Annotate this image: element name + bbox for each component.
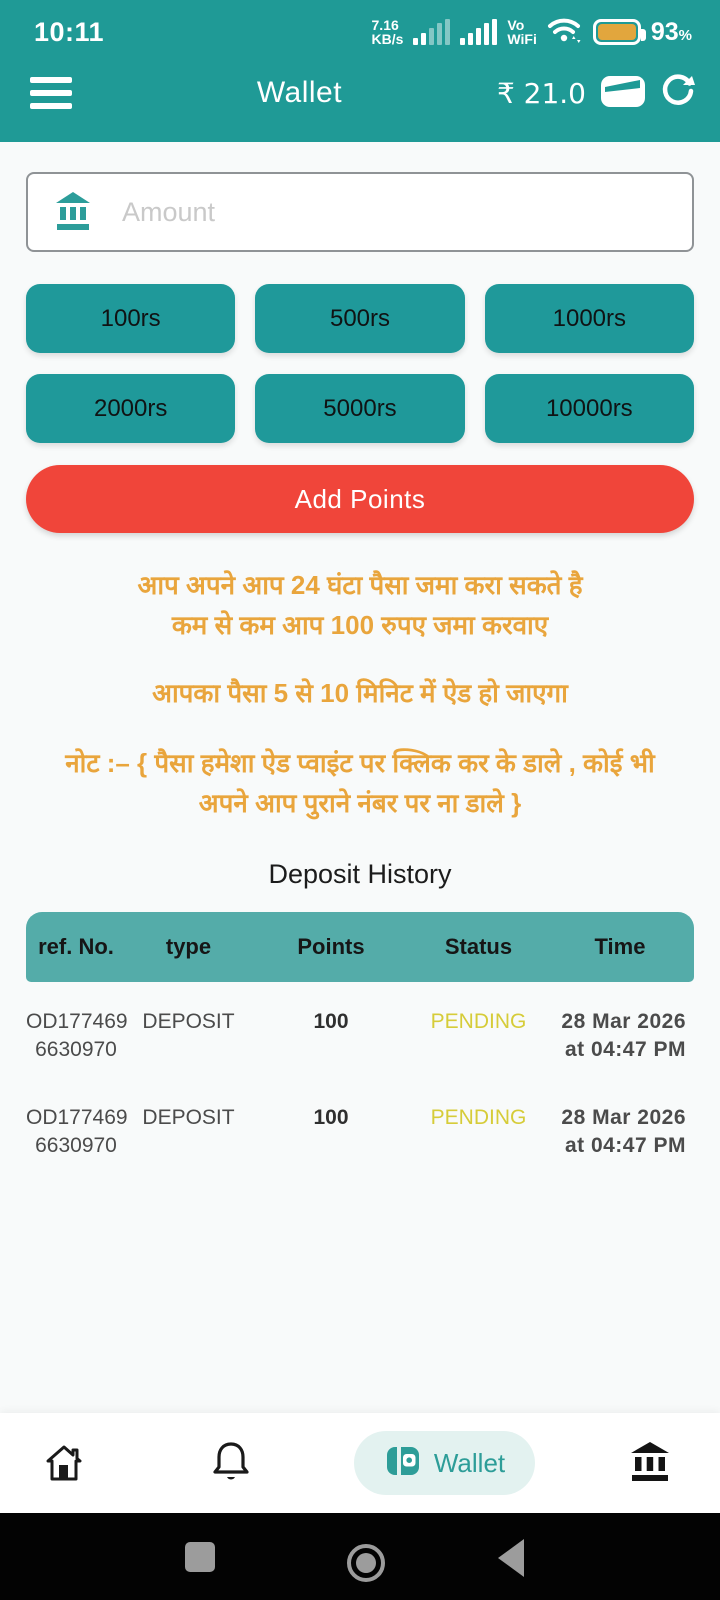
nav-wallet-button[interactable] [354,1431,535,1495]
network-speed [372,18,404,46]
note-line-2: अपने आप पुराने नंबर पर ना डाले } [198,788,522,818]
top-header [0,0,720,142]
vowifi-indicator [507,18,536,46]
network-speed-value: 7.16 [371,17,399,33]
status-bar [0,0,720,52]
signal-bars-sim2-icon [460,19,497,45]
row-status-badge: PENDING [430,1010,527,1033]
column-header-points: Points [297,934,365,959]
wallet-balance-icon[interactable] [600,72,646,115]
bank-icon [54,190,92,235]
row-ref-no [26,1008,126,1064]
row-time [546,1104,694,1160]
ref-line1: OD177469 [26,1010,128,1033]
vowifi-line1: Vo [507,17,525,33]
notice-line-2: कम से कम आप 100 रुपए जमा करवाए [171,610,549,640]
time-line2: at 04:47 PM [564,1134,686,1157]
row-points: 100 [313,1106,349,1129]
page-title: Wallet [256,76,343,109]
wallet-balance: ₹ 21.0 [496,76,586,110]
quick-amount-100-button[interactable]: 100rs [26,284,235,353]
quick-amount-10000-button[interactable]: 10000rs [485,374,694,443]
menu-icon[interactable] [30,77,72,109]
amount-input[interactable] [122,197,666,228]
home-icon [42,1472,86,1489]
deposit-history-title: Deposit History [268,859,452,889]
notice-line-3: आपका पैसा 5 से 10 मिनिट में ऐड हो जाएगा [152,678,568,708]
bottom-navigation [0,1413,720,1513]
status-indicators [372,15,692,50]
row-type: DEPOSIT [142,1010,235,1033]
battery-percent-value: 93 [650,17,679,46]
ref-line1: OD177469 [26,1106,128,1129]
column-header-time: Time [594,934,646,959]
battery-level [598,24,636,40]
battery-percent [651,18,692,47]
quick-amount-grid [26,284,694,443]
notice-line-1: आप अपने आप 24 घंटा पैसा जमा करा सकते है [137,570,583,600]
app-bar [0,52,720,124]
ref-line2: 6630970 [35,1134,117,1157]
row-ref-no [26,1104,126,1160]
recents-icon[interactable] [185,1542,215,1572]
row-points: 100 [313,1010,349,1033]
nav-wallet-label: Wallet [433,1447,506,1478]
time-line1: 28 Mar 2026 [561,1106,686,1129]
vowifi-line2: WiFi [507,31,537,47]
battery-icon [593,19,641,45]
table-header-row [26,912,694,982]
time-line1: 28 Mar 2026 [561,1010,686,1033]
row-status-badge: PENDING [430,1106,527,1129]
time-line2: at 04:47 PM [564,1038,686,1061]
ref-line2: 6630970 [35,1038,117,1061]
quick-amount-2000-button[interactable]: 2000rs [26,374,235,443]
nav-notifications-button[interactable] [210,1439,252,1490]
back-icon[interactable] [498,1539,524,1582]
add-points-button[interactable]: Add Points [26,465,694,533]
nav-bank-button[interactable] [628,1439,672,1488]
row-time [546,1008,694,1064]
wallet-icon [384,1442,422,1485]
column-header-status: Status [444,934,513,959]
deposit-notice-2 [0,673,720,713]
app-bar-actions [497,72,696,115]
quick-amount-5000-button[interactable]: 5000rs [255,374,464,443]
note-line-1: नोट :– { पैसा हमेशा ऐड प्वाइंट पर क्लिक कर के डाले , कोई भी [65,748,655,778]
bank-nav-icon [628,1470,672,1487]
battery-percent-sign: % [678,26,692,44]
table-row [26,982,694,1078]
android-system-bar [0,1513,720,1600]
column-header-ref: ref. No. [38,934,114,959]
notifications-bell-icon [210,1472,252,1489]
deposit-note [0,743,720,823]
row-type: DEPOSIT [142,1106,235,1129]
deposit-history-table [26,912,694,1174]
signal-bars-sim1-icon [413,19,450,45]
wallet-content [0,142,720,1413]
amount-field-container [26,172,694,252]
column-header-type: type [165,934,212,959]
android-home-icon[interactable] [345,1542,387,1589]
refresh-icon[interactable] [660,73,696,114]
clock: 10:11 [34,16,105,47]
quick-amount-1000-button[interactable]: 1000rs [485,284,694,353]
deposit-notice-1 [0,565,720,645]
quick-amount-500-button[interactable]: 500rs [255,284,464,353]
wifi-icon [547,15,583,50]
network-speed-unit: KB/s [371,31,404,47]
nav-home-button[interactable] [42,1441,86,1490]
table-row [26,1078,694,1174]
